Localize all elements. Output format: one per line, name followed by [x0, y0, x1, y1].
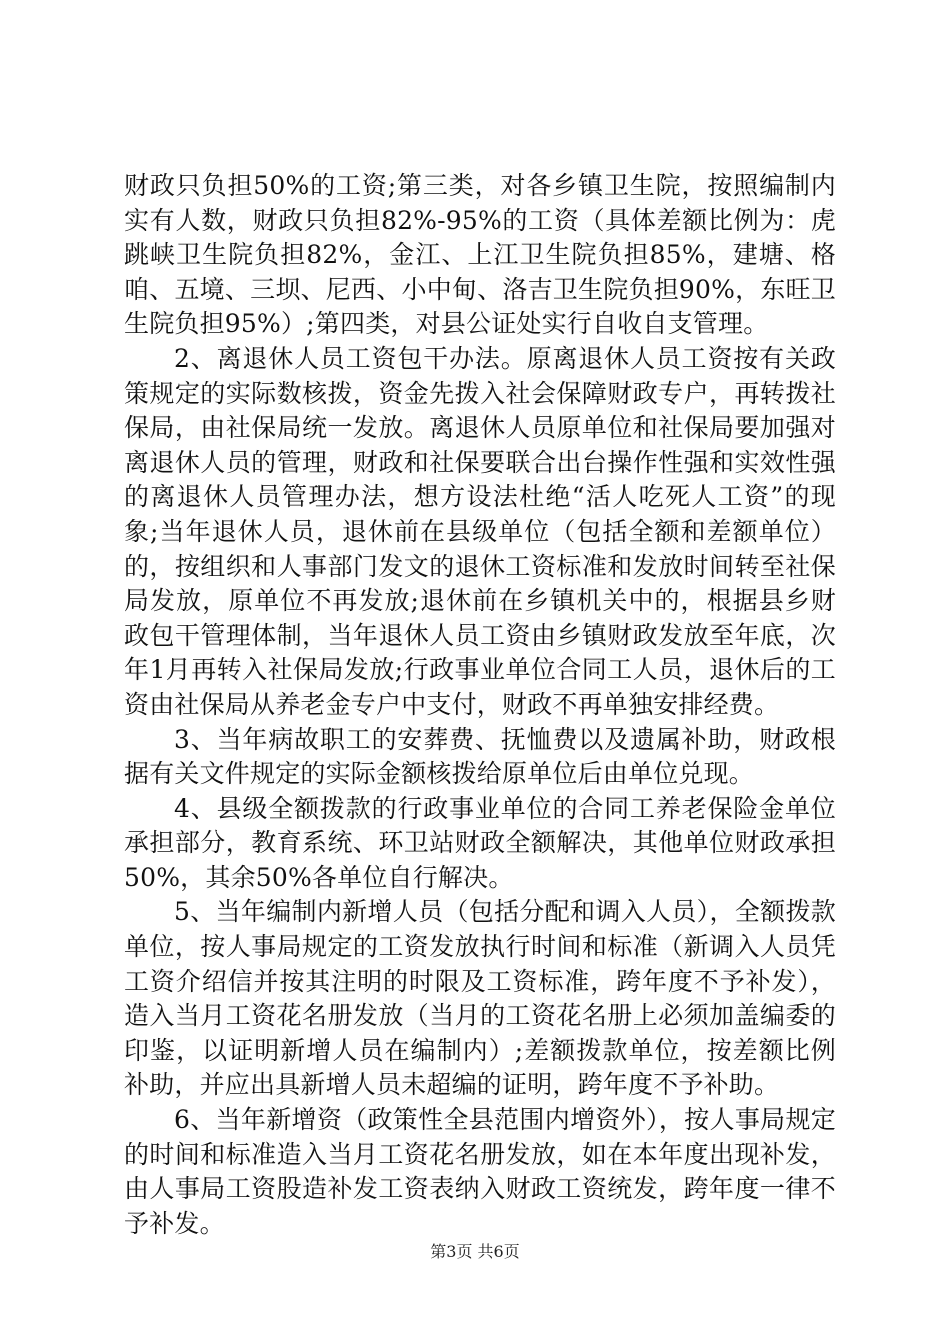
- paragraph-item-6: 6、当年新增资（政策性全县范围内增资外），按人事局规定的时间和标准造入当月工资花名册发放，如在本年度出现补发，由人事局工资股造补发工资表纳入财政工资统发，跨年度一律不予补发。: [124, 1105, 836, 1238]
- paragraph-item-4: 4、县级全额拨款的行政事业单位的合同工养老保险金单位承担部分，教育系统、环卫站财政全额解决，其他单位财政承担50%，其余50%各单位自行解决。: [124, 793, 836, 892]
- paragraph-item-3: 3、当年病故职工的安葬费、抚恤费以及遗属补助，财政根据有关文件规定的实际金额核拨给原单位后由单位兑现。: [124, 724, 836, 789]
- paragraph-continuation: 财政只负担50%的工资;第三类，对各乡镇卫生院，按照编制内实有人数，财政只负担82%-95%的工资（具体差额比例为：虎跳峡卫生院负担82%，金江、上江卫生院负担85%，建塘、格咱、五境、三坝、尼西、小中甸、洛吉卫生院负担90%，东旺卫生院负担95%）;第四类，对县公证处实行自收自支管理。: [124, 171, 836, 339]
- document-body: [124, 169, 836, 1241]
- page-number-footer: 第3页 共6页: [430, 1242, 520, 1261]
- paragraph-item-2: 2、离退休人员工资包干办法。原离退休人员工资按有关政策规定的实际数核拨，资金先拨入社会保障财政专户，再转拨社保局，由社保局统一发放。离退休人员原单位和社保局要加强对离退休人员的管理，财政和社保要联合出台操作性强和实效性强的离退休人员管理办法，想方设法杜绝“活人吃死人工资”的现象;当年退休人员，退休前在县级单位（包括全额和差额单位）的，按组织和人事部门发文的退休工资标准和发放时间转至社保局发放，原单位不再发放;退休前在乡镇机关中的，根据县乡财政包干管理体制，当年退休人员工资由乡镇财政发放至年底，次年1月再转入社保局发放;行政事业单位合同工人员，退休后的工资由社保局从养老金专户中支付，财政不再单独安排经费。: [124, 343, 836, 719]
- paragraph-item-5: 5、当年编制内新增人员（包括分配和调入人员），全额拨款单位，按人事局规定的工资发放执行时间和标准（新调入人员凭工资介绍信并按其注明的时限及工资标准，跨年度不予补发），造入当月工资花名册发放（当月的工资花名册上必须加盖编委的印鉴，以证明新增人员在编制内）;差额拨款单位，按差额比例补助，并应出具新增人员未超编的证明，跨年度不予补助。: [124, 897, 836, 1100]
